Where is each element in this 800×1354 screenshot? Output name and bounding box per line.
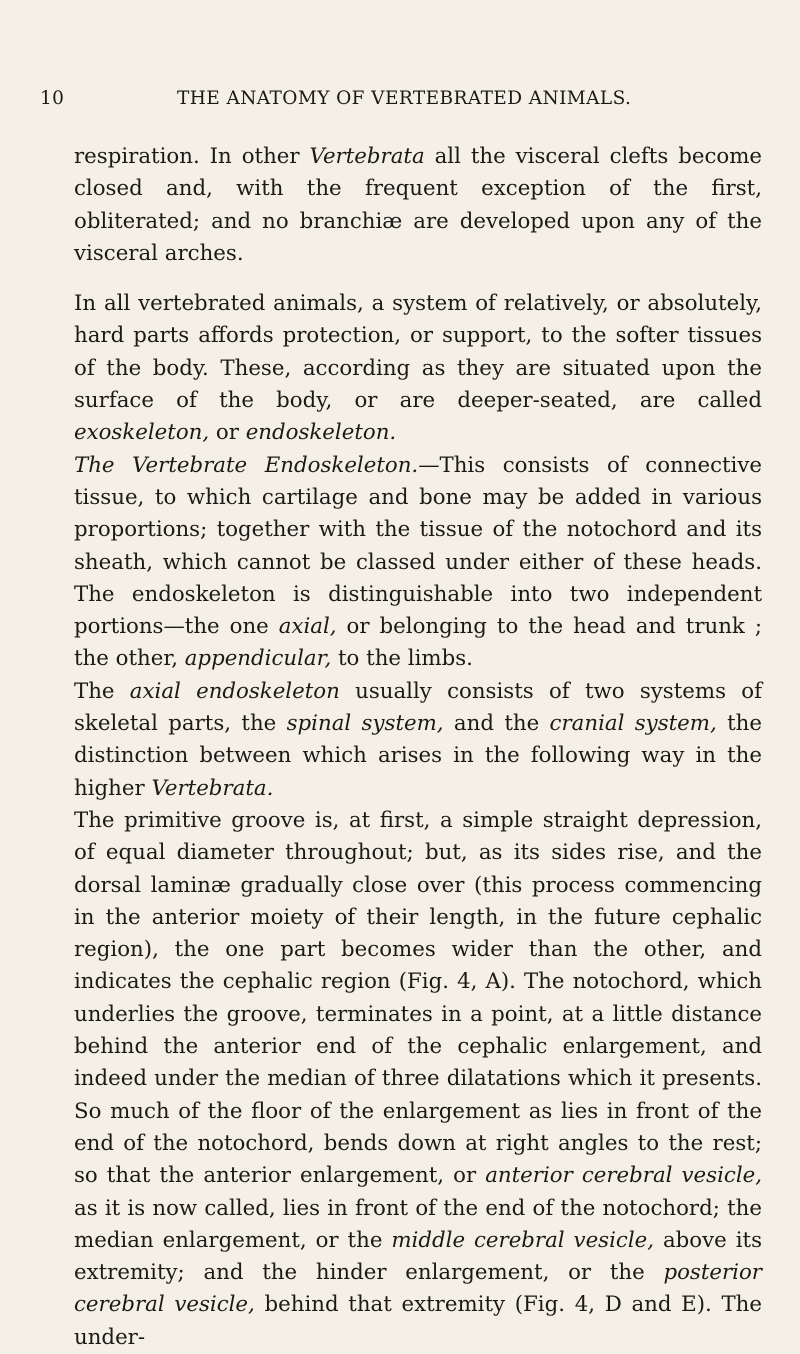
italic-term: anterior cerebral vesicle, xyxy=(485,1163,763,1189)
text-segment: and the xyxy=(443,711,550,737)
paragraph-4 xyxy=(74,676,762,805)
text-segment: or belonging to the head and trunk ; the other, xyxy=(74,614,762,672)
text-segment: —This consists of connective tissue, to which cartilage and bone may be added in various proportions; together with the tissue of the notochord and its sheath, which cannot be classed under either of these heads. The endoskeleton is distinguishable into two independent portions—the one xyxy=(74,452,762,640)
text-segment: the distinction between which arises in the following way in the higher xyxy=(74,711,762,801)
body-text xyxy=(74,141,762,1354)
running-title: THE ANATOMY OF VERTEBRATED ANIMALS. xyxy=(177,88,632,109)
page-number: 10 xyxy=(40,88,65,109)
paragraph-3 xyxy=(74,450,762,676)
italic-term: axial, xyxy=(278,614,337,640)
italic-term: posterior cerebral vesicle, xyxy=(74,1260,762,1318)
italic-term: endoskeleton. xyxy=(245,420,397,446)
text-segment: above its extremity; and the hinder enlargement, or the xyxy=(74,1227,762,1286)
text-segment: to the limbs. xyxy=(331,646,473,672)
italic-term: Vertebrata xyxy=(309,144,425,169)
text-segment: behind that extremity (Fig. 4, D and E). The under- xyxy=(74,1292,762,1350)
italic-term: middle cerebral vesicle, xyxy=(391,1227,655,1253)
paragraph-2 xyxy=(74,288,762,449)
italic-term: The Vertebrate Endoskeleton. xyxy=(74,452,419,478)
italic-term: exoskeleton, xyxy=(74,420,210,446)
text-segment: or xyxy=(209,420,246,446)
text-segment: In all vertebrated animals, a system of relatively, or absolutely, hard parts affords protection, or support, to the softer tissues of the body. These, according as they are situated upon the surface of the body, or are deeper-seated, are called xyxy=(74,291,762,414)
text-segment: The xyxy=(74,678,130,704)
paragraph-1 xyxy=(74,141,762,270)
text-segment: as it is now called, lies in front of the end of the notochord; the median enlargement, or the xyxy=(74,1195,762,1253)
italic-term: appendicular, xyxy=(184,646,332,672)
text-segment: The primitive groove is, at first, a simple straight depression, of equal diameter throughout; but, as its sides rise, and the dorsal laminæ gradually close over (this process commencing in the anterior moiety of their length, in the future cephalic region), the one part becomes wider than the other, and indicates the cephalic region (Fig. 4, A). The notochord, which underlies the groove, terminates in a point, at a little distance behind the anterior end of the cephalic enlargement, and indeed under the median of three dilatations which it presents. So much of the floor of the enlargement as lies in front of the end of the notochord, bends down at right angles to the rest; so that the anterior enlargement, or xyxy=(74,807,762,1189)
text-segment: all the visceral clefts become closed and, with the frequent exception of the first, obliterated; and no branchiæ are developed upon any of the visceral arches. xyxy=(74,144,762,266)
running-head xyxy=(40,88,760,116)
paragraph-gap xyxy=(74,270,762,288)
text-segment: respiration. In other xyxy=(74,144,310,169)
italic-term: cranial system, xyxy=(549,711,717,737)
italic-term: axial endoskeleton xyxy=(129,678,340,704)
italic-term: Vertebrata. xyxy=(151,775,274,801)
italic-term: spinal system, xyxy=(286,711,444,737)
text-segment: usually consists of two systems of skeletal parts, the xyxy=(74,678,762,737)
paragraph-5 xyxy=(74,805,762,1354)
